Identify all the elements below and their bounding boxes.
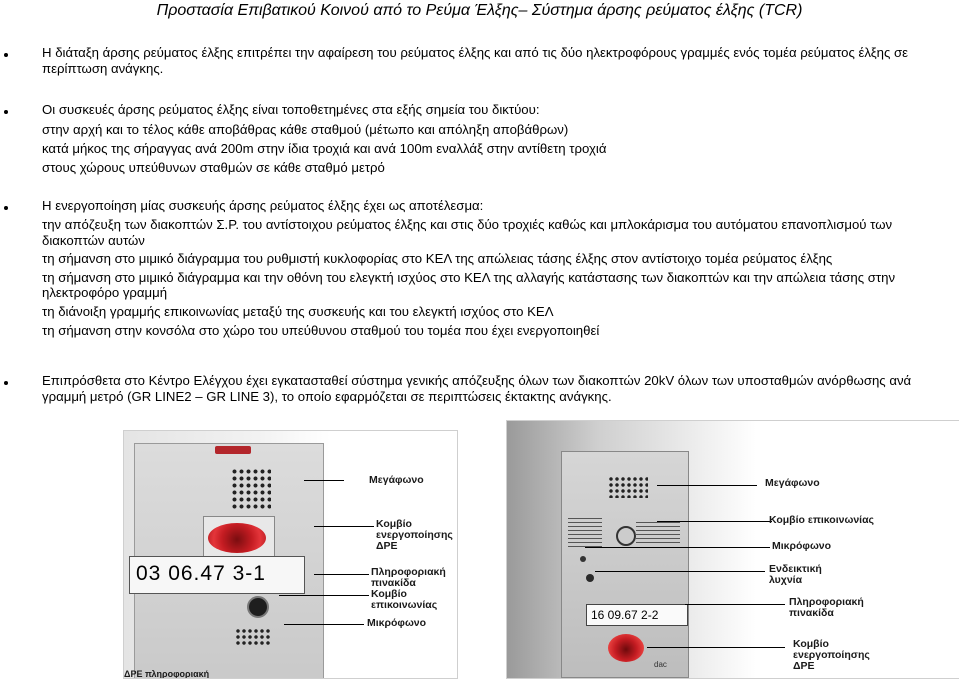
text-line: τη σήμανση στην κονσόλα στο χώρο του υπεύθυνου σταθμού του τομέα που έχει ενεργοποιηθεί xyxy=(42,322,600,338)
text-line: Η διάταξη άρσης ρεύματος έλξης επιτρέπει την αφαίρεση του ρεύματος έλξης και από τις δύο ηλεκτροφόρους γραμμές ενός τομέα ρεύματος έλξης σε περίπτωση ανάγκης. xyxy=(42,45,909,76)
text-line: τη διάνοιξη γραμμής επικοινωνίας μεταξύ της συσκευής και του ελεγκτή ισχύος στο ΚΕΛ xyxy=(42,303,554,319)
arrow xyxy=(314,526,374,527)
bullet-text xyxy=(42,373,945,404)
instruction-text xyxy=(636,522,680,546)
microphone-icon xyxy=(235,628,271,646)
label-speaker: Μεγάφωνο xyxy=(369,474,424,486)
device-panel xyxy=(134,443,324,679)
emergency-button-icon xyxy=(608,634,644,662)
indicator-lamp-icon xyxy=(586,574,594,582)
bullet-text xyxy=(42,45,945,76)
arrow xyxy=(657,485,757,486)
info-plate-display: 16 09.67 2-2 xyxy=(586,604,688,626)
arrow xyxy=(657,521,772,522)
text-line: κατά μήκος της σήραγγας ανά 200m στην ίδια τροχιά και ανά 100m εναλλάξ στην αντίθετη τροχιά xyxy=(42,141,607,156)
label-activation-button: Κομβίο ενεργοποίησης ΔΡΕ xyxy=(376,518,453,552)
device-photo-left xyxy=(123,430,458,679)
bullet-text xyxy=(42,198,945,342)
bullet-text xyxy=(42,102,945,179)
arrow xyxy=(284,624,364,625)
label-indicator-lamp: Ενδεικτική λυχνία xyxy=(769,563,822,586)
page-title: Προστασία Επιβατικού Κοινού από το Ρεύμα Έλξης– Σύστημα άρσης ρεύματος έλξης (TCR) xyxy=(156,2,803,19)
arrow xyxy=(685,604,785,605)
label-microphone: Μικρόφωνο xyxy=(367,617,427,629)
label-microphone: Μικρόφωνο xyxy=(772,540,832,552)
instruction-text xyxy=(568,518,602,548)
label-bottom-cut: ΔΡΕ πληροφοριακή xyxy=(124,669,210,679)
speaker-grille-icon xyxy=(608,476,648,498)
text-line: τη σήμανση στο μιμικό διάγραμμα του ρυθμιστή κυκλοφορίας στο ΚΕΛ της απώλειας τάσης έλξης στον αντίστοιχο τομέα ρεύματος έλξης xyxy=(42,251,833,266)
arrow xyxy=(595,571,765,572)
label-info-plate: Πληροφοριακή πινακίδα xyxy=(789,596,864,619)
label-info-plate: Πληροφοριακή πινακίδα xyxy=(371,566,446,589)
text-line: τη σήμανση στο μιμικό διάγραμμα και την οθόνη του ελεγκτή ισχύος στο ΚΕΛ της αλλαγής κατάστασης των διακοπτών και την απώλεια τάσης στην ηλεκτροφόρο γραμμή xyxy=(42,269,896,300)
text-line: Η ενεργοποίηση μίας συσκευής άρσης ρεύματος έλξης έχει ως αποτέλεσμα: xyxy=(42,198,484,213)
speaker-grille-icon xyxy=(231,468,271,510)
info-plate-display: 03 06.47 3-1 xyxy=(129,556,305,594)
bullet-marker xyxy=(4,53,8,57)
microphone-icon xyxy=(580,556,586,562)
arrow xyxy=(304,480,344,481)
bullet-marker xyxy=(4,110,8,114)
emergency-button-housing xyxy=(203,516,275,558)
text-line: την απόζευξη των διακοπτών Σ.Ρ. του αντίστοιχου ρεύματος έλξης και στις δύο τροχιές καθώς και μπλοκάρισμα του αυτόματου επανοπλισμού των διακοπτών αυτών xyxy=(42,217,893,248)
label-activation-button: Κομβίο ενεργοποίησης ΔΡΕ xyxy=(793,638,870,672)
text-line: στην αρχή και το τέλος κάθε αποβάθρας κάθε σταθμού (μέτωπο και απόληξη αποβάθρων) xyxy=(42,122,569,137)
emergency-button-icon xyxy=(208,523,266,553)
text-line: στους χώρους υπεύθυνων σταθμών σε κάθε σταθμό μετρό xyxy=(42,160,385,175)
label-call-button: Κομβίο επικοινωνίας xyxy=(769,514,874,526)
label-speaker: Μεγάφωνο xyxy=(765,477,820,489)
bullet-marker xyxy=(4,206,8,210)
red-lamp-icon xyxy=(215,446,251,454)
arrow xyxy=(647,647,785,648)
text-line: Επιπρόσθετα στο Κέντρο Ελέγχου έχει εγκατασταθεί σύστημα γενικής απόζευξης όλων των διακοπτών 20kV όλων των υποσταθμών ανόρθωσης ανά γραμμή μετρό (GR LINE2 – GR LINE 3), το οποίο εφαρμόζεται σε περιπτώσεις έκτακτης ανάγκης. xyxy=(42,373,912,404)
arrow xyxy=(279,595,369,596)
device-photo-right xyxy=(506,420,959,679)
arrow xyxy=(314,574,369,575)
call-button-icon xyxy=(616,526,636,546)
text-line: Οι συσκευές άρσης ρεύματος έλξης είναι τοποθετημένες στα εξής σημεία του δικτύου: xyxy=(42,102,540,117)
bullet-marker xyxy=(4,381,8,385)
label-call-button: Κομβίο επικοινωνίας xyxy=(371,588,438,611)
brand-logo: dac xyxy=(654,660,667,669)
arrow xyxy=(585,547,770,548)
call-button-icon xyxy=(247,596,269,618)
